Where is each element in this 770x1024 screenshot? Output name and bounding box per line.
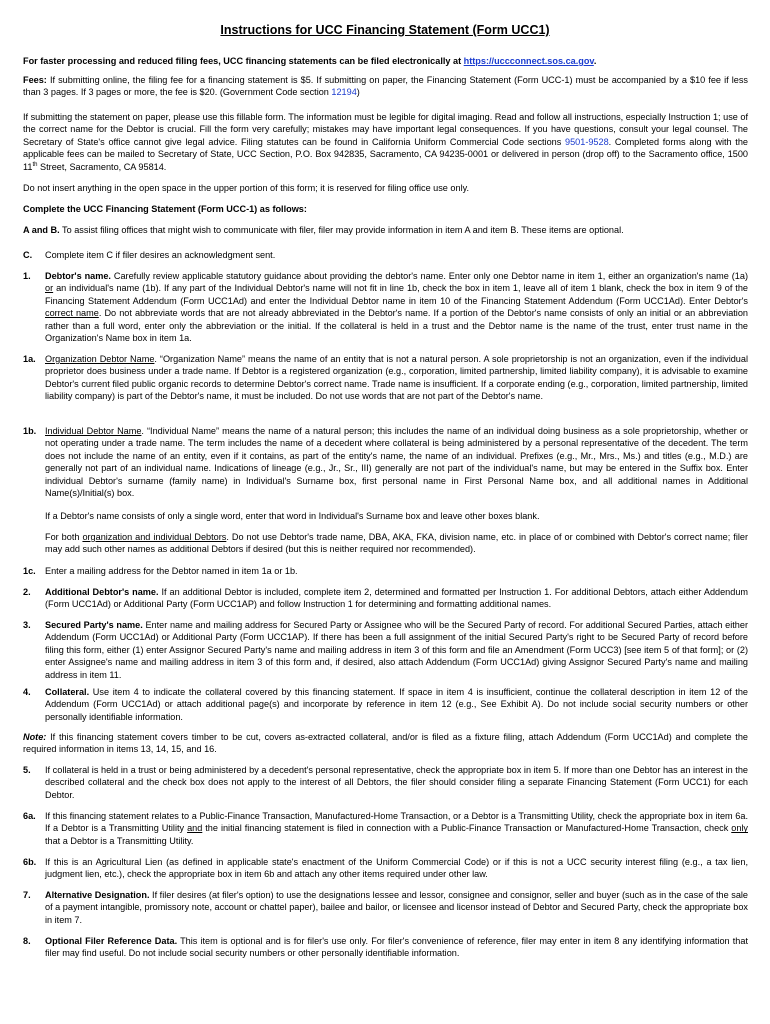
item-1c xyxy=(23,565,748,577)
item-2-num: 2. xyxy=(23,587,31,597)
item-1-text-1: Carefully review applicable statutory guidance about providing the debtor's name. Enter only one Debtor name in item 1, either an organization's name (1a) xyxy=(110,271,748,281)
note-label: Note: xyxy=(23,732,47,742)
item-7 xyxy=(23,889,748,926)
item-6a-only: only xyxy=(731,823,748,834)
item-8-num: 8. xyxy=(23,936,31,946)
item-1a-text: . “Organization Name” means the name of an entity that is not a natural person. A sole proprietorship is not an organization, even if the individual proprietor does business under a trade name. If Debtor is a registered organization (e.g., corporation, limited partnership, limited liability company), it is advisable to examine Debtor's current filed public organic records to determine Debtor's correct name. Trade name is insufficient. If a corporate ending (e.g., corporation, limited partnership, limited liability company) is part of the Debtor's name, it must be included. Do not use words that are not part of the Debtor's name. xyxy=(45,354,748,402)
item-1a xyxy=(23,353,748,403)
item-1b-single: If a Debtor's name consists of only a single word, enter that word in Individual's Surname box and leave other boxes blank. xyxy=(45,511,540,521)
item-7-num: 7. xyxy=(23,890,31,900)
item-3-text: Enter name and mailing address for Secured Party or Assignee who will be the Secured Party of record. For additional Secured Parties, attach either Addendum (Form UCC1Ad) or Additional Party (Form UCC1AP). If there has been a full assignment of the initial Secured Party's right to be Secured Party of record before filing this form, either (1) enter Assignor Secured Party's name and mailing address in item 3 of this form and file an Amendment (Form UCC3) [see item 5 of that form]; or (2) enter Assignee's name and mailing address in item 3 of this form and, if desired, also attach Addendum (Form UCC1Ad) giving Assignor Secured Party's name and mailing address in item 11. xyxy=(45,620,748,680)
item-6a-text-3: that a Debtor is a Transmitting Utility. xyxy=(45,835,194,846)
item-6b xyxy=(23,856,748,881)
complete-heading: Complete the UCC Financing Statement (Form UCC-1) as follows: xyxy=(23,204,307,214)
item-1-label: Debtor's name. xyxy=(45,271,111,281)
uccconnect-link[interactable]: https://uccconnect.sos.ca.gov xyxy=(463,56,594,66)
item-6b-text: If this is an Agricultural Lien (as defined in applicable state's enactment of the Uniform Commercial Code) or if this is not a UCC security interest filing (e.g., a tax lien, judgment lien, etc.), check the appropriate box in item 6b and attach any other items required under other law. xyxy=(45,857,748,880)
paper-text-2: . Completed forms along with the applicable fees can be mailed to Secretary of State, UCC Section, P.O. Box 942835, Sacramento, CA 94235-0001 or delivered in person (drop off) to the Sacramento office, 1500 11 xyxy=(23,136,748,172)
gov-code-link[interactable]: 12194 xyxy=(331,87,357,98)
item-6a-text-2: the initial financing statement is filed in connection with a Public-Finance Transaction or Manufactured-Home Transaction, check xyxy=(202,823,732,834)
item-3 xyxy=(23,619,748,681)
item-7-label: Alternative Designation. xyxy=(45,890,150,900)
item-1c-text: Enter a mailing address for the Debtor named in item 1a or 1b. xyxy=(45,566,298,576)
item-1b-label: Individual Debtor Name xyxy=(45,426,142,436)
item-ab xyxy=(23,224,748,236)
item-1b xyxy=(23,425,748,499)
item-4-num: 4. xyxy=(23,687,31,697)
item-c xyxy=(23,249,748,261)
item-1 xyxy=(23,270,748,344)
item-6a-num: 6a. xyxy=(23,811,36,821)
item-1b-text: . “Individual Name” means the name of a natural person; this includes the name of an individual doing business as a sole proprietorship, whether or not operating under a trade name. The term includes the name of a decedent where collateral is being administered by a personal representative of the decedent. The term does not include the name of an entity, even if it contains, as part of the entity's name, the name of an individual. Prefixes (e.g., Mr., Mrs., Ms.) and titles (e.g., M.D.) are generally not part of an individual name. Indications of lineage (e.g., Jr., Sr., III) generally are not part of the individual's name, but may be entered in the Suffix box. Enter individual Debtor's surname (family name) in Individual's Surname box, first personal name in First Personal Name box, and all additional names in Additional Name(s)/Initial(s) box. xyxy=(45,426,748,499)
no-insert-paragraph: Do not insert anything in the open space in the upper portion of this form; it is reserved for filing office use only. xyxy=(23,183,470,193)
item-7-text: If filer desires (at filer's option) to use the designations lessee and lessor, consignee and consignor, seller and buyer (such as in the case of the sale of a payment intangible, promissory note, account or chattel paper), bailee and bailor, or licensee and licensor instead of Debtor and Secured Party, check the appropriate box in item 7. xyxy=(45,890,748,925)
item-2-text: If an additional Debtor is included, complete item 2, determined and formatted per Instruction 1. For additional Debtors, attach either Addendum (Form UCC1Ad) or Additional Party (Form UCC1AP) and follow Instruction 1 for determining and formatting additional names. xyxy=(45,587,748,610)
item-2 xyxy=(23,586,748,611)
paper-text-3: Street, Sacramento, CA 95814. xyxy=(37,161,167,172)
item-1-correct-name: correct name xyxy=(45,308,99,319)
ucc-sections-link[interactable]: 9501-9528 xyxy=(565,136,609,147)
fees-paragraph xyxy=(23,74,748,99)
item-1-num: 1. xyxy=(23,271,31,281)
item-4-label: Collateral. xyxy=(45,687,90,697)
item-c-num: C. xyxy=(23,250,33,260)
item-5 xyxy=(23,764,748,801)
fees-text: If submitting online, the filing fee for a financing statement is $5. If submitting on paper, the Financing Statement (Form UCC-1) must be accompanied by a $10 fee if less than 3 pages. If 3 pages or more, the fee is $20. (Government Code section xyxy=(23,75,748,98)
fees-label: Fees: xyxy=(23,75,47,85)
item-4-text: Use item 4 to indicate the collateral covered by this financing statement. If space in item 4 is insufficient, continue the collateral description in item 12 of the Addendum (Form UCC1Ad) or attach additional page(s) and incorporate by reference in item 12 (e.g., See Exhibit A). Do not include social security numbers or other personally identifiable information. xyxy=(45,687,748,722)
item-1-text-3: . Do not abbreviate words that are not already abbreviated in the Debtor's name. If a portion of the Debtor's name consists of only an initial or an abbreviation rather than a full word, enter only the abbreviation or the initial. If the collateral is held in a trust and the Debtor name is the name of the trust, enter trust name in the Organization's Name box in item 1a. xyxy=(45,308,748,344)
item-1b-num: 1b. xyxy=(23,426,37,436)
item-c-text: Complete item C if filer desires an acknowledgment sent. xyxy=(45,250,276,260)
paper-text-1: If submitting the statement on paper, please use this fillable form. The information must be legible for digital imaging. Read and follow all instructions, especially Instruction 1; use of the correct name for the Debtor is crucial. Fill the form very carefully; mistakes may have important legal consequences. If you have questions, consult your legal counsel. The Secretary of State's office cannot give legal advice. Filing statutes can be found in California Uniform Commercial Code sections xyxy=(23,112,748,147)
item-5-text: If collateral is held in a trust or being administered by a decedent's personal representative, check the appropriate box in item 5. If more than one Debtor has an interest in the described collateral and the check box does not apply to the interest of all Debtors, the filer should consider filing a separate Financing Statement (Form UCC1) for each Debtor. xyxy=(45,765,748,800)
item-3-num: 3. xyxy=(23,620,31,630)
page-title: Instructions for UCC Financing Statement (Form UCC1) xyxy=(220,23,550,37)
note-paragraph xyxy=(23,731,748,756)
paper-sup: th xyxy=(32,161,38,168)
item-6a xyxy=(23,810,748,847)
paper-paragraph xyxy=(23,111,748,173)
item-ab-label: A and B. xyxy=(23,225,60,235)
item-3-label: Secured Party's name. xyxy=(45,620,143,630)
item-4 xyxy=(23,686,748,723)
item-6b-num: 6b. xyxy=(23,857,37,867)
item-5-num: 5. xyxy=(23,765,31,775)
item-1-text-2: an individual's name (1b). If any part of the Individual Debtor's name will not fit in line 1b, check the box in item 1, leave all of item 1 blank, check the box in item 9 of the Financing Statement Addendum (Form UCC1Ad) and enter the Individual Debtor name in item 10 of the Financing Statement Addendum (Form UCC1Ad). Enter Debtor's xyxy=(45,283,748,306)
item-1c-num: 1c. xyxy=(23,566,36,576)
item-1-or: or xyxy=(45,283,54,294)
intro-paragraph xyxy=(23,55,748,67)
item-6a-and: and xyxy=(187,823,203,834)
item-1b-both xyxy=(45,531,748,556)
item-1a-label: Organization Debtor Name xyxy=(45,354,155,364)
item-1b-both-underlined: organization and individual Debtors xyxy=(82,532,227,542)
intro-end: . xyxy=(593,56,597,66)
item-2-label: Additional Debtor's name. xyxy=(45,587,159,597)
fees-end: ) xyxy=(356,87,360,98)
item-1a-num: 1a. xyxy=(23,354,36,364)
item-6a-text-1: If this financing statement relates to a Public-Finance Transaction, Manufactured-Home Transaction, or a Debtor is a Transmitting Utility, check the appropriate box in item 6a. If a Debtor is a Transmitting Utility xyxy=(45,811,748,834)
note-text: If this financing statement covers timber to be cut, covers as-extracted collateral, and/or is filed as a fixture filing, attach Addendum (Form UCC1Ad) and complete the required information in items 13, 14, 15, and 16. xyxy=(23,732,748,755)
intro-text: For faster processing and reduced filing fees, UCC financing statements can be filed electronically at xyxy=(23,56,464,66)
item-8-label: Optional Filer Reference Data. xyxy=(45,936,178,946)
item-8 xyxy=(23,935,748,960)
item-ab-text: To assist filing offices that might wish to communicate with filer, filer may provide information in item A and item B. These items are optional. xyxy=(59,225,624,235)
item-1b-both-pre: For both xyxy=(45,532,83,542)
item-1b-both-post: . Do not use Debtor's trade name, DBA, AKA, FKA, division name, etc. in place of or combined with Debtor's correct name; filer may add such other names as additional Debtors if desired (but this is neither required nor recommended). xyxy=(45,532,748,555)
item-8-text: This item is optional and is for filer's use only. For filer's convenience of reference, filer may enter in item 8 any identifying information that filer may find useful. Do not include social security numbers or other personally identifiable information. xyxy=(45,936,748,959)
